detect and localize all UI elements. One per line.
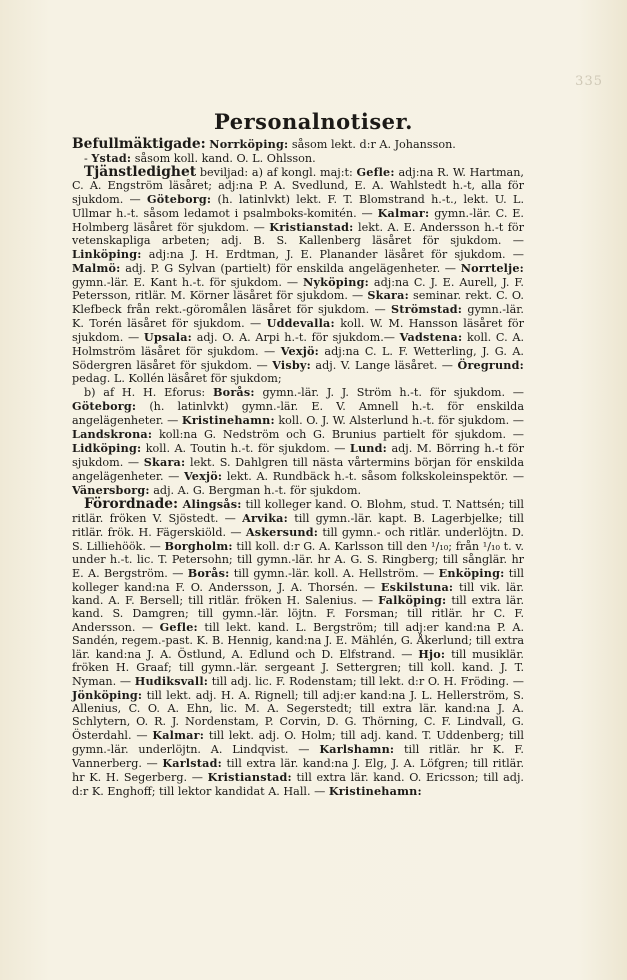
notice-text: adj. O. A. Arpi h.-t. för sjukdom.— [192,331,400,345]
notice-text: koll. A. Toutin h.-t. för sjukdom. — [141,441,350,455]
page-title: Personalnotiser. [214,109,413,134]
notice-text: till extra lär. kand. O. Ericsson; till adj. d:r K. Enghoff; till lektor kandidat A. Hall. — [72,770,524,798]
notice-text: gymn.-lär. K. Torén läsåret för sjukdom. — [72,303,524,331]
place-name: Uddevalla: [266,316,335,331]
section-heading: Befullmäktigade: [72,136,206,152]
place-name: Hjo: [418,647,446,662]
notice-text: adj:na C. J. E. Aurell, J. F. Petersson, ritlär. M. Körner läsåret för sjukdom. — [72,275,524,303]
section-heading: Förordnade: [84,495,179,512]
notice-text: beviljad: a) af kongl. maj:t: [196,165,357,179]
place-name: Karlstad: [162,755,222,770]
place-name: Alingsås: [178,496,242,511]
place-name: Enköping: [438,565,505,580]
notice-text: lekt. A. Rundbäck h.-t. såsom folkskoleinspektör. — [222,469,525,483]
place-name: Göteborg: [72,399,137,414]
place-name: Skara: [143,454,186,469]
place-name: Norrtelje: [460,260,524,275]
forordnade-paragraph [72,495,525,799]
place-name: Kristinehamn: [181,413,275,428]
place-name: Gefle: [356,164,395,179]
place-name: Kalmar: [377,205,430,220]
place-name: Strömstad: [391,302,463,317]
place-name: Borås: [187,565,230,580]
place-name: Visby: [272,358,311,373]
place-name: Linköping: [72,246,142,261]
notice-text: (h. latinlvkt) lekt. F. T. Blomstrand h.-t., lekt. U. L. Ullmar h.-t. såsom ledamot i psalmboks-komitén. — [72,192,524,220]
notice-text: koll:na G. Nedström och G. Brunius partielt för sjukdom. — [152,428,524,442]
notice-text: till kolleger kand. O. Blohm, stud. T. Nattsén; till ritlär. fröken V. Sjöstedt. — [72,497,524,525]
place-name: Norrköping: [209,137,289,151]
place-name: Öregrund: [457,358,524,373]
place-name: Göteborg: [147,191,212,206]
section-heading: Tjänstledighet [84,163,197,180]
notice-text: adj:na C. L. F. Wetterling, J. G. A. Södergren läsåret för sjukdom. — [72,345,524,373]
tjanstledighet-paragraph-b [72,386,524,498]
notice-text: såsom lekt. d:r A. Johansson. [288,138,456,151]
notice-text: till gymn.-lär. koll. A. Hellström. — [229,566,439,580]
notice-text: gymn.-lär. C. E. Holmberg läsåret för sjukdom. — [72,206,524,234]
tjanstledighet-paragraph-a [72,163,524,386]
notice-text: till extra lär. kand:na J. Elg, J. A. Löfgren; till ritlär. hr K. H. Segerberg. — [72,756,524,784]
notice-text: adj. V. Lange läsåret. — [310,359,458,373]
befullmaktigade-paragraph [72,138,524,152]
notice-text: till lekt. adj. O. Holm; till adj. kand. T. Uddenberg; till gymn.-lär. underlöjtn. A. Lindqvist. — [72,728,524,756]
place-name: Hudiksvall: [134,674,209,689]
place-name: Lund: [349,440,387,455]
notice-text: lekt. S. Dahlgren till nästa vårtermins början för enskilda angelägenheter. — [72,455,524,483]
notice-text: adj. M. Börring h.-t för sjukdom. — [72,441,524,469]
notice-text: till vik. lär. kand. A. F. Bersell; till ritlär. fröken H. Salenius. — [72,580,524,608]
notice-text: till ritlär. hr K. F. Vannerberg. — [72,742,524,770]
notice-text: till extra lär. kand. S. Damgren; till gymn.-lär. löjtn. F. Forsman; till ritlär. hr C. F. Andersson. — [72,594,525,635]
notice-text: till adj. lic. F. Rodenstam; till lekt. d:r O. H. Fröding. — [208,675,524,689]
notice-text: koll. O. J. W. Alsterlund h.-t. för sjukdom. — [274,414,524,428]
notice-text: koll. C. A. Holmström läsåret för sjukdom. — [72,331,524,359]
place-name: Nyköping: [303,274,369,289]
notice-text: till koll. d:r G. A. Karlsson till den ¹/₁₀; från ¹/₁₀ t. v. under h.-t. lic. T. Petersohn; till gymn.-lär. hr A. G. S. Ringberg; till sånglär. hr E. A. Bergström. — [72,539,524,580]
place-name: Askersund: [245,524,319,539]
place-name: Ystad: [91,150,132,165]
notice-text: adj:na R. W. Hartman, C. A. Engström läsåret; adj:na P. A. Svedlund, E. A. Wahlstedt h.-t, alla för sjukdom. — [72,165,524,206]
place-name: Vexjö: [183,468,223,483]
place-name: Eskilstuna: [380,579,454,594]
notice-text: till lekt. adj. H. A. Rignell; till adj:er kand:na J. L. Hellerström, S. Allenius, C. O. A. Ehn, lic. M. A. Segerstedt; till extra lär. kand:na J. A. Schlytern, O. R. J. Nordenstam, P. Corvin, D. G. Thörning, C. F. Lindvall, G. Österdahl. — [72,689,524,742]
notice-text: b) af H. H. Eforus: [84,386,213,400]
place-name: Borgholm: [164,538,233,553]
place-name: Landskrona: [72,427,153,442]
place-name: Skara: [367,288,409,303]
notice-text: - [84,151,92,165]
place-name: Karlshamn: [319,741,395,756]
place-name: Kristianstad: [269,219,354,234]
notice-text: pedag. L. Kollén läsåret för sjukdom; [72,372,282,386]
notice-text: till gymn.-lär. kapt. B. Lagerbjelke; till ritlär. frök. H. Fägerskiöld. — [72,511,524,539]
place-name: Vänersborg: [72,482,150,497]
place-name: Kalmar: [152,727,205,742]
page-number: 335 [575,74,603,89]
place-name: Gefle: [159,620,198,635]
notice-text: gymn.-lär. E. Kant h.-t. för sjukdom. — [72,275,304,289]
place-name: Lidköping: [72,440,142,455]
notice-text: seminar. rekt. C. O. Klefbeck från rekt.-göromålen läsåret för sjukdom. — [72,289,524,317]
notice-text: såsom koll. kand. O. L. Ohlsson. [131,151,316,165]
place-name: Borås: [213,385,255,400]
place-name: Falköping: [378,593,447,608]
notice-text: till kolleger kand:na F. O. Andersson, J. A. Thorsén. — [72,566,524,594]
notice-text: adj. P. G Sylvan (partielt) för enskilda angelägenheter. — [120,261,461,275]
notice-text: till lekt. kand. L. Bergström; till adj:er kand:na P. A. Sandén, regem.-past. K. B. Hennig, kand:na J. E. Mählén, G. Åkerlund; till extra lär. kand:na J. A. Östlund, A. Edlund och D. Elfstrand. — [72,621,525,662]
place-name: Vadstena: [399,330,463,345]
place-name: Arvika: [242,510,288,525]
place-name: Kristinehamn: [328,783,422,798]
place-name: Kristianstad: [207,769,292,784]
place-name: Vexjö: [280,344,319,359]
article-body [72,138,524,799]
place-name: Jönköping: [72,688,143,703]
notice-text: lekt. A. E. Andersson h.-t för vetenskapliga arbeten; adj. B. S. Kallenberg läsåret för sjukdom. — [72,220,524,247]
notice-text: adj:na J. H. Erdtman, J. E. Planander läsåret för sjukdom. — [141,247,524,261]
notice-text: (h. latinlvkt) gymn.-lär. E. V. Amnell h.-t. för enskilda angelägenheter. — [72,400,524,428]
notice-text: till gymn.- och ritlär. underlöjtn. D. S. Lilliehöök. — [72,525,524,553]
place-name: Malmö: [72,260,121,275]
place-name: Upsala: [143,330,193,345]
notice-text: adj. A. G. Bergman h.-t. för sjukdom. [149,483,362,497]
notice-text: gymn.-lär. J. J. Ström h.-t. för sjukdom. — [254,386,524,400]
notice-text: koll. W. M. Hansson läsåret för sjukdom. — [72,317,524,345]
notice-text: till musiklär. fröken H. Graaf; till gymn.-lär. sergeant J. Settergren; till koll. kand. J. T. Nyman. — [72,648,524,689]
